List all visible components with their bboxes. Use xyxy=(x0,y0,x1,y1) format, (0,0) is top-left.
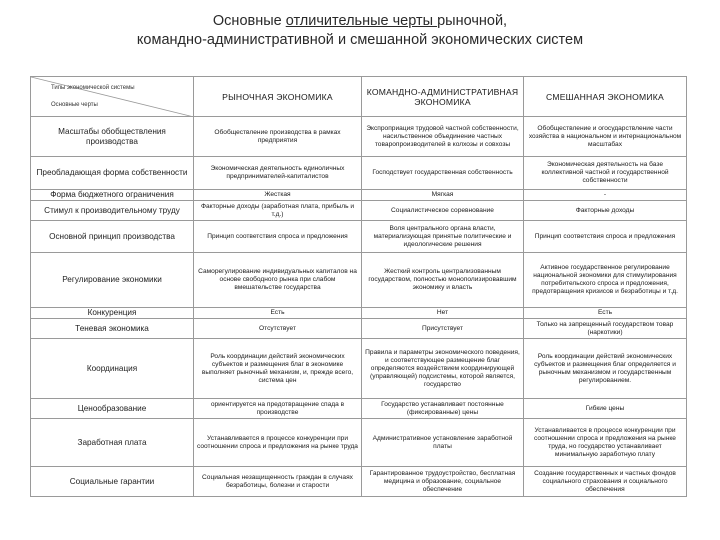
command-cell: Административное установление заработной платы xyxy=(362,419,524,467)
command-cell: Мягкая xyxy=(362,190,524,201)
market-cell: Есть xyxy=(194,308,362,319)
header-market: РЫНОЧНАЯ ЭКОНОМИКА xyxy=(194,77,362,117)
mixed-cell: Есть xyxy=(524,308,687,319)
mixed-cell: Только на запрещенный государством товар (наркотики) xyxy=(524,319,687,339)
corner-label-types: Типы экономической системы xyxy=(51,85,135,91)
market-cell: Саморегулирование индивидуальных капиталов на основе свободного рынка при слабом вмешательстве государства xyxy=(194,253,362,308)
feature-cell: Основной принцип производства xyxy=(31,221,194,253)
mixed-cell: Гибкие цены xyxy=(524,399,687,419)
command-cell: Нет xyxy=(362,308,524,319)
market-cell: Экономическая деятельность единоличных предпринимателей-капиталистов xyxy=(194,157,362,190)
market-cell: Отсутствует xyxy=(194,319,362,339)
title-line-1 xyxy=(0,12,720,31)
table-row xyxy=(31,253,687,308)
market-cell: Жесткая xyxy=(194,190,362,201)
table-row xyxy=(31,319,687,339)
table-row xyxy=(31,467,687,497)
command-cell: Экспроприация трудовой частной собственности, насильственное объединение частных товаропроизводителей в колхозы и совхозы xyxy=(362,117,524,157)
table-row xyxy=(31,339,687,399)
feature-cell: Масштабы обобществления производства xyxy=(31,117,194,157)
feature-cell: Форма бюджетного ограничения xyxy=(31,190,194,201)
market-cell: Социальная незащищенность граждан в случаях безработицы, болезни и старости xyxy=(194,467,362,497)
mixed-cell: Активное государственное регулирование национальной экономики для стимулирования потребительского спроса и предложения, предотвращения кризисов и безработицы и т.д. xyxy=(524,253,687,308)
feature-cell: Заработная плата xyxy=(31,419,194,467)
header-command: КОМАНДНО-АДМИНИСТРАТИВНАЯ ЭКОНОМИКА xyxy=(362,77,524,117)
page-title xyxy=(0,12,720,50)
table-row xyxy=(31,221,687,253)
command-cell: Правила и параметры экономического поведения, и соответствующее размещение благ определяются воздействием координирующей (управляющей) подсистемы, которой является, государство xyxy=(362,339,524,399)
title-line-2: командно-административной и смешанной экономических систем xyxy=(136,32,584,48)
command-cell: Гарантированное трудоустройство, бесплатная медицина и образование, социальное обеспечение xyxy=(362,467,524,497)
market-cell: Принцип соответствия спроса и предложения xyxy=(194,221,362,253)
table-row xyxy=(31,117,687,157)
table-row xyxy=(31,308,687,319)
market-cell: Устанавливается в процессе конкуренции при соотношении спроса и предложения на рынке труда xyxy=(194,419,362,467)
title-part-underlined: отличительные черты xyxy=(285,13,438,29)
table-row xyxy=(31,419,687,467)
market-cell: Обобществление производства в рамках предприятия xyxy=(194,117,362,157)
title-part-b: рыночной, xyxy=(437,13,508,29)
mixed-cell: Роль координации действий экономических субъектов и размещения благ определяется и рыночным механизмом и государственным регулированием. xyxy=(524,339,687,399)
feature-cell: Теневая экономика xyxy=(31,319,194,339)
corner-label-features: Основные черты xyxy=(51,102,98,108)
feature-cell: Регулирование экономики xyxy=(31,253,194,308)
market-cell: Роль координации действий экономических субъектов и размещения благ в экономике выполняет рыночный механизм, и, прежде всего, система цен xyxy=(194,339,362,399)
market-cell: ориентируется на предотвращение спада в производстве xyxy=(194,399,362,419)
command-cell: Воля центрального органа власти, материализующая принятые политические и идеологические решения xyxy=(362,221,524,253)
feature-cell: Конкуренция xyxy=(31,308,194,319)
feature-cell: Преобладающая форма собственности xyxy=(31,157,194,190)
corner-diagonal xyxy=(31,77,194,117)
command-cell: Социалистическое соревнование xyxy=(362,201,524,221)
mixed-cell: Обобществление и огосударствление части хозяйства в национальном и интернациональном масштабах xyxy=(524,117,687,157)
mixed-cell: - xyxy=(524,190,687,201)
table-row xyxy=(31,201,687,221)
command-cell: Жесткий контроль централизованным государством, полностью монополизировавшим экономику и власть xyxy=(362,253,524,308)
feature-cell: Стимул к производительному труду xyxy=(31,201,194,221)
table-row xyxy=(31,190,687,201)
comparison-table xyxy=(30,76,687,497)
command-cell: Государство устанавливает постоянные (фиксированные) цены xyxy=(362,399,524,419)
mixed-cell: Факторные доходы xyxy=(524,201,687,221)
title-part-a: Основные xyxy=(212,13,286,29)
mixed-cell: Создание государственных и частных фондов социального страхования и социального обеспечения xyxy=(524,467,687,497)
feature-cell: Ценообразование xyxy=(31,399,194,419)
command-cell: Присутствует xyxy=(362,319,524,339)
corner-cell xyxy=(31,77,194,117)
table-row xyxy=(31,399,687,419)
mixed-cell: Принцип соответствия спроса и предложения xyxy=(524,221,687,253)
header-row xyxy=(31,77,687,117)
header-mixed: СМЕШАННАЯ ЭКОНОМИКА xyxy=(524,77,687,117)
feature-cell: Социальные гарантии xyxy=(31,467,194,497)
table-row xyxy=(31,157,687,190)
feature-cell: Координация xyxy=(31,339,194,399)
market-cell: Факторные доходы (заработная плата, прибыль и т.д.) xyxy=(194,201,362,221)
mixed-cell: Экономическая деятельность на базе коллективной частной и государственной собственности xyxy=(524,157,687,190)
command-cell: Господствует государственная собственность xyxy=(362,157,524,190)
mixed-cell: Устанавливается в процессе конкуренции при соотношении спроса и предложения на рынке труда, но государство устанавливает минимальную заработную плату xyxy=(524,419,687,467)
